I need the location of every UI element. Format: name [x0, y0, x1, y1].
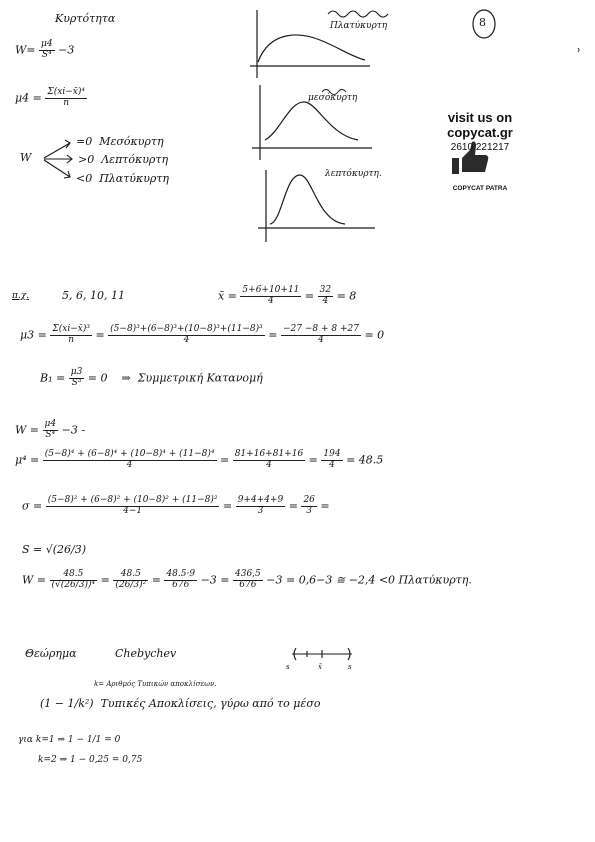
k-note: k= Αριθμός Τυπικών αποκλίσεων. — [94, 680, 217, 688]
mu4-lhs: μ4 = — [15, 91, 42, 105]
theorem-title: Θεώρημα — [25, 647, 77, 660]
line-s-left: s — [286, 663, 290, 671]
w-num: μ4 — [41, 39, 53, 49]
chebyshev-number-line — [292, 648, 352, 660]
ad-brand: COPYCAT PATRA — [452, 185, 508, 192]
ad-line2: copycat.gr — [447, 125, 513, 140]
theorem-name: Chebychev — [115, 647, 177, 660]
mean-formula: x̄ = $\frac{5+6+10+11}{4}$ = $\frac{32}{4}$ = 8 — [218, 285, 357, 306]
mu4-num: Σ(xi−x̄)⁴ — [47, 87, 85, 97]
w-formula — [15, 40, 74, 61]
case-lepto: >0 Λεπτόκυρτη — [78, 153, 169, 166]
graph-leptokurtic — [258, 170, 375, 242]
w-tail: −3 — [58, 43, 75, 57]
w-branch-arrows — [44, 140, 72, 178]
mu4-expanded: μ⁴ = $\frac{\text{(5−8)⁴ + (6−8)⁴ + (10−8)⁴ + (11−8)⁴}}{4}$ = $\frac{81+16+81+16}{4}$ = $\frac{194}{4}$ = 48.5 — [15, 449, 384, 470]
w2-formula: W = $\frac{\mu 4}{\text{S⁴}}$ −3 - — [15, 419, 86, 440]
mu4-formula — [15, 88, 87, 109]
mu4-den: n — [63, 97, 70, 108]
page-badge-number: 8 — [479, 16, 486, 29]
sigma-formula: σ = $\frac{\text{(5−8)² + (6−8)² + (10−8)² + (11−8)²}}{4-1}$ = $\frac{9+4+4+9}{3}$ = $\frac{26}{3}$ = — [22, 495, 330, 516]
graph1-label: Πλατύκυρτη — [330, 21, 388, 31]
k1-line: για k=1 ⇒ 1 − 1/1 = 0 — [18, 735, 121, 745]
copycat-ad — [420, 110, 540, 192]
graph3-label: λεπτόκυρτη. — [325, 169, 382, 179]
mu3-formula: μ3 = $\frac{\text{Σ(xi−x̄)³}}{n}$ = $\frac{\text{(5−8)³+(6−8)³+(10−8)³+(11−8)³}}{4}$ = $\frac{-27 -8 + 8 +27}{4}$ = 0 — [20, 324, 385, 345]
line-s-right: s — [348, 663, 352, 671]
b1-formula: B₁ = $\frac{\mu 3}{\text{S³}}$ = 0 ⇒ Συμμετρική Κατανομή — [40, 367, 263, 388]
kurtosis-title: Κυρτότητα — [55, 12, 116, 25]
case-platy: <0 Πλατύκυρτη — [76, 172, 170, 185]
s-formula: S = √(26/3) — [22, 543, 87, 556]
example-label: π.χ. — [12, 291, 30, 301]
chebyshev-formula: (1 − 1/k²) Τυπικές Αποκλίσεις, γύρω από το μέσο — [40, 697, 321, 710]
w-branch-label: W — [20, 151, 32, 164]
w-lhs: W= — [15, 43, 36, 57]
w-den: S⁴ — [41, 49, 52, 60]
example-values: 5, 6, 10, 11 — [62, 289, 125, 302]
case-meso: =0 Μεσόκυρτη — [76, 135, 164, 148]
ad-line1: visit us on — [447, 110, 513, 125]
k2-line: k=2 ⇒ 1 − 0,25 = 0,75 — [38, 755, 143, 765]
w3-formula: W = $\frac{48.5}{\text{(√(26/3))⁴}}$ = $\frac{48.5}{\text{(26/3)²}}$ = $\frac{48.5\cdot 9}{676}$ −3 = $\frac{436,5}{676}$ −3 = 0,6−3 ≅ −2,4 <0 Πλατύκυρτη. — [22, 569, 472, 590]
ad-phone: 2610 221217 — [450, 142, 510, 153]
line-mean: x̄ — [318, 663, 322, 671]
graph2-label: μεσόκυρτη — [308, 93, 358, 103]
